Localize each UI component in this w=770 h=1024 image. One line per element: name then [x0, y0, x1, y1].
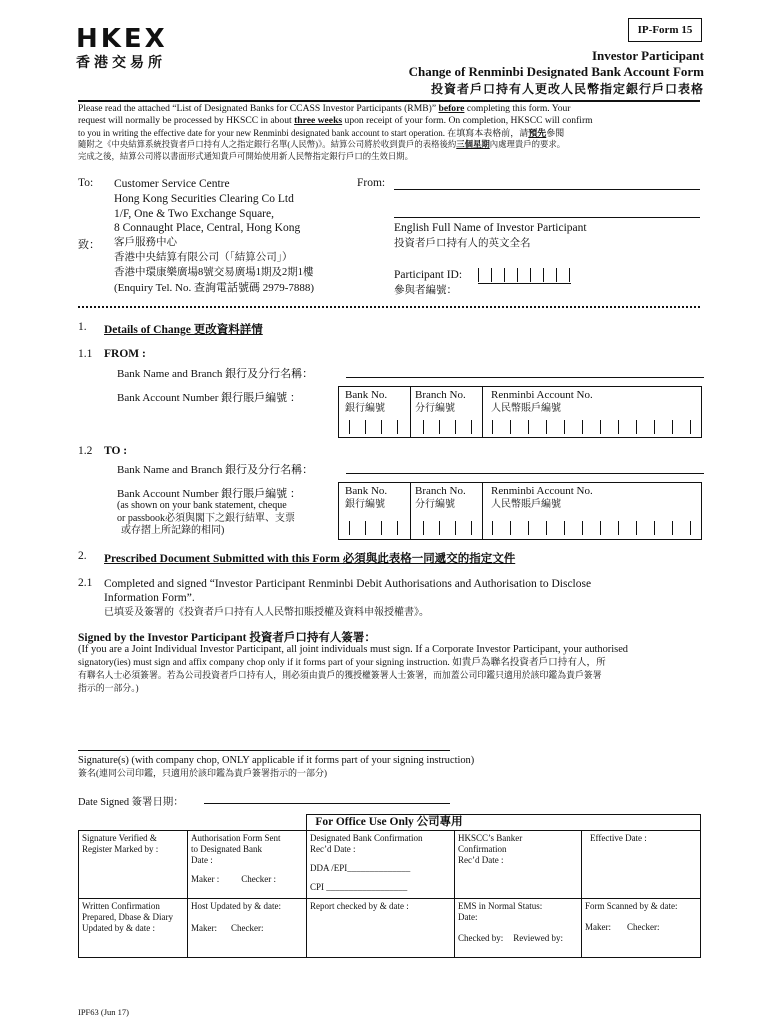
- digit-divider: [564, 420, 565, 434]
- section-2-1-number: 2.1: [78, 577, 93, 589]
- intro-text: to you in writing the effective date for your new Renminbi designated bank account to start operation. 在填寫本表格前，請: [78, 128, 529, 138]
- digit-divider: [471, 420, 472, 434]
- cell-text: Written Confirmation: [82, 901, 160, 911]
- digit-divider: [546, 420, 547, 434]
- from-account-label: Bank Account Number 銀行賬戶編號 ：: [117, 392, 301, 404]
- pid-divider: [517, 268, 518, 282]
- section-1-2-number: 1.2: [78, 445, 93, 457]
- cell-text: Effective Date :: [590, 833, 647, 843]
- to-heading: TO :: [104, 445, 128, 457]
- intro-text: 內處理貴戶的要求。: [489, 140, 566, 149]
- rmb-account-label-cn: 人民幣賬戶編號: [491, 403, 561, 414]
- header-rule: [78, 100, 700, 102]
- section-1-number: 1.: [78, 321, 87, 333]
- cell-text: Rec’d Date :: [310, 844, 356, 854]
- section-1-1-number: 1.1: [78, 348, 93, 360]
- reviewed-by-label: Reviewed by:: [513, 933, 563, 943]
- from-bank-no-input[interactable]: [349, 420, 401, 435]
- to-enquiry-line: (Enquiry Tel. No. 查詢電話號碼 2979-7888): [114, 281, 315, 294]
- digit-divider: [600, 521, 601, 535]
- office-use-header-cell: [306, 814, 454, 830]
- digit-divider: [528, 420, 529, 434]
- digit-divider: [564, 521, 565, 535]
- intro-line-3: [78, 127, 708, 139]
- pid-divider: [491, 268, 492, 282]
- pid-divider: [556, 268, 557, 282]
- to-account-label: Bank Account Number 銀行賬戶編號 ：: [117, 488, 301, 500]
- to-address: [114, 177, 314, 295]
- cell-text: Report checked by & date :: [310, 901, 409, 911]
- title-line-1: Investor Participant: [591, 48, 704, 63]
- intro-line-5: 完成之後，結算公司將以書面形式通知貴戶可開始使用新人民幣指定銀行戶口的生效日期。: [78, 152, 413, 161]
- maker-checker-row: [191, 923, 303, 934]
- note-line: or passbook必須與閣下之銀行結單、支票: [117, 512, 296, 524]
- participant-id-label: [394, 268, 462, 298]
- intro-text: completing this form. Your: [464, 103, 571, 114]
- hkex-logo-chinese: 香港交易所: [76, 55, 166, 71]
- participant-id-en: Participant ID:: [394, 269, 463, 281]
- digit-divider: [349, 420, 350, 434]
- bank-no-label: Bank No.: [345, 389, 388, 401]
- checker-label: Checker:: [627, 922, 660, 932]
- to-address-line: 1/F, One & Two Exchange Square,: [114, 207, 274, 220]
- cell-text: Designated Bank Confirmation: [310, 833, 423, 843]
- from-name-cn: 投資者戶口持有人的英文全名: [394, 238, 531, 249]
- digit-divider: [618, 521, 619, 535]
- cell-text: Prepared, Dbase & Diary: [82, 912, 173, 922]
- from-heading: FROM :: [104, 348, 146, 360]
- title-line-2: Change of Renminbi Designated Bank Account Form: [408, 64, 704, 79]
- branch-no-label-cn: 分行編號: [415, 403, 455, 414]
- digit-divider: [471, 521, 472, 535]
- dotted-separator: [78, 306, 700, 308]
- from-bank-name-label: Bank Name and Branch 銀行及分行名稱：: [117, 368, 314, 380]
- item-line-cn: 已填妥及簽署的《投資者戶口持有人人民幣扣賬授權及資料申報授權書》。: [104, 607, 429, 618]
- pid-divider: [478, 268, 479, 282]
- intro-text: request will normally be processed by HKSCC in about: [78, 115, 295, 126]
- form-scanned-cell: [581, 898, 701, 958]
- digit-divider: [455, 420, 456, 434]
- bank-no-label: Bank No.: [345, 485, 388, 497]
- digit-divider: [690, 420, 691, 434]
- digit-divider: [397, 521, 398, 535]
- signed-heading: Signed by the Investor Participant 投資者戶口持有人簽署：: [78, 632, 376, 644]
- digit-divider: [654, 521, 655, 535]
- written-confirmation-cell: [78, 898, 188, 958]
- branch-no-label-cn: 分行編號: [415, 499, 455, 510]
- instruction-line: 有聯名人士必須簽署。若為公司投資者戶口持有人，則必須由貴戶的獲授權簽署人士簽署，而加蓋公司印鑑只適用於該印鑑為貴戶簽署: [78, 670, 602, 680]
- cell-text: Signature Verified &: [82, 833, 157, 843]
- maker-label: Maker :: [191, 874, 220, 884]
- participant-id-cn: 參與者編號：: [394, 285, 457, 296]
- to-account-note: [117, 500, 295, 538]
- intro-text: 參閱: [546, 128, 565, 138]
- to-rmb-account-input[interactable]: [486, 521, 698, 536]
- table-divider: [410, 387, 411, 437]
- form-number-badge: IP-Form 15: [628, 18, 702, 42]
- maker-checker-row: [191, 874, 303, 885]
- to-label-cn: 致：: [78, 239, 100, 251]
- signature-label-cn: 簽名(連同公司印鑑，只適用於該印鑑為貴戶簽署指示的一部分): [78, 768, 327, 778]
- cell-text: Confirmation: [458, 844, 507, 854]
- cell-text: Authorisation Form Sent: [191, 833, 281, 843]
- item-line: Completed and signed “Investor Participant Renminbi Debit Authorisations and Authorisation to Disclose: [104, 578, 592, 590]
- from-name-caption: [394, 221, 587, 251]
- section-2-number: 2.: [78, 550, 87, 562]
- pid-divider: [569, 268, 570, 282]
- rmb-account-label-cn: 人民幣賬戶編號: [491, 499, 561, 510]
- bank-no-label-cn: 銀行編號: [345, 499, 385, 510]
- cell-text: Date:: [458, 912, 478, 922]
- section-1-title: Details of Change 更改資料詳情: [104, 324, 263, 336]
- cell-text: HKSCC’s Banker: [458, 833, 523, 843]
- section-2-title: Prescribed Document Submitted with this Form 必須與此表格一同遞交的指定文件: [104, 553, 516, 565]
- to-address-cn-line: 客戶服務中心: [114, 237, 177, 249]
- cell-text: Form Scanned by & date:: [585, 901, 678, 911]
- signature-label: Signature(s) (with company chop, ONLY applicable if it forms part of your signing instruction): [78, 755, 475, 766]
- digit-divider: [349, 521, 350, 535]
- digit-divider: [690, 521, 691, 535]
- from-rmb-account-input[interactable]: [486, 420, 698, 435]
- digit-divider: [455, 521, 456, 535]
- digit-divider: [654, 420, 655, 434]
- intro-emphasis: three weeks: [294, 115, 343, 126]
- date-signed-label: Date Signed 簽署日期：: [78, 797, 184, 808]
- pid-divider: [504, 268, 505, 282]
- checker-label: Checker:: [231, 923, 264, 933]
- digit-divider: [672, 420, 673, 434]
- to-address-line: Hong Kong Securities Clearing Co Ltd: [114, 192, 294, 205]
- participant-id-boxes[interactable]: [478, 268, 571, 284]
- branch-no-header: [415, 485, 466, 511]
- intro-text: 隨附之《中央結算系統投資者戶口持有人之指定銀行名單(人民幣)》。結算公司將於收到貴戶的表格後約: [78, 140, 457, 149]
- digit-divider: [510, 420, 511, 434]
- note-line: 或存摺上所記錄的相同): [121, 525, 225, 536]
- date-signed-field[interactable]: [204, 803, 450, 804]
- intro-line-2: [78, 115, 708, 127]
- note-line: (as shown on your bank statement, cheque: [117, 500, 287, 511]
- signature-field[interactable]: [78, 750, 450, 751]
- bank-no-label-cn: 銀行編號: [345, 403, 385, 414]
- cell-text: Date :: [191, 855, 213, 865]
- hkex-logo: [76, 26, 180, 72]
- intro-text: Please read the attached “List of Designated Banks for CCASS Investor Participants (RMB)”: [78, 103, 439, 114]
- bank-no-header: [345, 389, 387, 415]
- checked-reviewed-row: [458, 933, 578, 944]
- digit-divider: [397, 420, 398, 434]
- report-checked-cell: [306, 898, 455, 958]
- dda-epi-field[interactable]: DDA /EPI______________: [310, 863, 411, 873]
- host-updated-cell: [187, 898, 307, 958]
- table-divider: [410, 483, 411, 539]
- digit-divider: [672, 521, 673, 535]
- form-title: [409, 48, 704, 97]
- to-bank-no-input[interactable]: [349, 521, 401, 536]
- digit-divider: [365, 521, 366, 535]
- cell-text: Updated by & date :: [82, 923, 155, 933]
- item-line: Information Form”.: [104, 592, 195, 604]
- from-name-field-1[interactable]: [394, 189, 700, 190]
- designated-bank-confirmation-cell: [306, 830, 455, 899]
- footer-form-code: IPF63 (Jun 17): [78, 1007, 130, 1017]
- bank-no-header: [345, 485, 387, 511]
- checked-by-label: Checked by:: [458, 933, 504, 943]
- maker-checker-row: [585, 922, 697, 933]
- branch-no-label: Branch No.: [415, 389, 466, 401]
- to-label: To:: [78, 177, 94, 189]
- section-2-1-text: [104, 577, 704, 620]
- office-use-header-cell: [454, 814, 701, 830]
- digit-divider: [423, 420, 424, 434]
- branch-no-label: Branch No.: [415, 485, 466, 497]
- from-branch-no-input[interactable]: [423, 420, 475, 435]
- ems-status-cell: [454, 898, 582, 958]
- digit-divider: [618, 420, 619, 434]
- from-account-table: [338, 386, 702, 438]
- pid-divider: [543, 268, 544, 282]
- title-line-3: 投資者戶口持有人更改人民幣指定銀行戶口表格: [430, 82, 704, 96]
- rmb-account-header: [491, 485, 593, 511]
- digit-divider: [365, 420, 366, 434]
- hkscc-banker-confirmation-cell: [454, 830, 582, 899]
- cell-text: to Designated Bank: [191, 844, 262, 854]
- effective-date-cell: [581, 830, 701, 899]
- to-address-cn-line: 香港中環康樂廣場8號交易廣場1期及2期1樓: [114, 266, 314, 278]
- to-bank-name-label: Bank Name and Branch 銀行及分行名稱：: [117, 464, 314, 476]
- digit-divider: [636, 420, 637, 434]
- digit-divider: [582, 420, 583, 434]
- from-bank-name-field[interactable]: [346, 377, 704, 378]
- intro-emphasis: before: [438, 103, 465, 114]
- cell-text: Rec’d Date :: [458, 855, 504, 865]
- digit-divider: [381, 521, 382, 535]
- to-address-cn-line: 香港中央結算有限公司（「結算公司」）: [114, 251, 293, 263]
- to-address-line: Customer Service Centre: [114, 178, 230, 190]
- digit-divider: [528, 521, 529, 535]
- office-use-title: For Office Use Only 公司專用: [315, 816, 463, 828]
- maker-label: Maker:: [191, 923, 217, 933]
- digit-divider: [492, 521, 493, 535]
- to-address-line: 8 Connaught Place, Central, Hong Kong: [114, 222, 301, 235]
- maker-label: Maker:: [585, 922, 611, 932]
- table-divider: [482, 483, 483, 539]
- cell-text: Register Marked by :: [82, 844, 159, 854]
- cell-text: Host Updated by & date:: [191, 901, 281, 911]
- digit-divider: [600, 420, 601, 434]
- intro-emphasis: 預先: [528, 128, 547, 138]
- branch-no-header: [415, 389, 466, 415]
- to-branch-no-input[interactable]: [423, 521, 475, 536]
- instruction-line: 指示的一部分。): [78, 683, 139, 693]
- digit-divider: [510, 521, 511, 535]
- digit-divider: [439, 521, 440, 535]
- authorisation-form-sent-cell: [187, 830, 307, 899]
- intro-paragraph: [78, 103, 708, 163]
- intro-emphasis: 三個星期: [456, 140, 490, 149]
- from-name-en: English Full Name of Investor Participant: [394, 222, 587, 234]
- digit-divider: [381, 420, 382, 434]
- from-label: From:: [357, 177, 386, 189]
- digit-divider: [439, 420, 440, 434]
- digit-divider: [546, 521, 547, 535]
- from-name-field-2[interactable]: [394, 217, 700, 218]
- instruction-line: signatory(ies) must sign and affix company chop only if it forms part of your signing instruction. 如貴戶為聯名投資者戶口持有人，所: [78, 657, 606, 668]
- intro-line-4: [78, 139, 708, 151]
- digit-divider: [492, 420, 493, 434]
- signed-instructions: [78, 643, 708, 695]
- table-divider: [482, 387, 483, 437]
- rmb-account-label: Renminbi Account No.: [491, 485, 593, 497]
- rmb-account-label: Renminbi Account No.: [491, 389, 593, 401]
- signature-caption: [78, 754, 474, 780]
- pid-divider: [530, 268, 531, 282]
- intro-text: upon receipt of your form. On completion, HKSCC will confirm: [342, 115, 593, 126]
- intro-line-1: [78, 103, 708, 115]
- to-bank-name-field[interactable]: [346, 473, 704, 474]
- digit-divider: [636, 521, 637, 535]
- to-account-table: [338, 482, 702, 540]
- instruction-line: (If you are a Joint Individual Investor Participant, all joint individuals must sign. If a Corporate Investor Participant, your authorised: [78, 644, 629, 655]
- rmb-account-header: [491, 389, 593, 415]
- cpi-field[interactable]: CPI __________________: [310, 882, 408, 892]
- hkex-logo-text: HKEX: [76, 24, 168, 54]
- digit-divider: [582, 521, 583, 535]
- signature-verified-cell: [78, 830, 188, 899]
- digit-divider: [423, 521, 424, 535]
- cell-text: EMS in Normal Status:: [458, 901, 543, 911]
- checker-label: Checker :: [241, 874, 276, 884]
